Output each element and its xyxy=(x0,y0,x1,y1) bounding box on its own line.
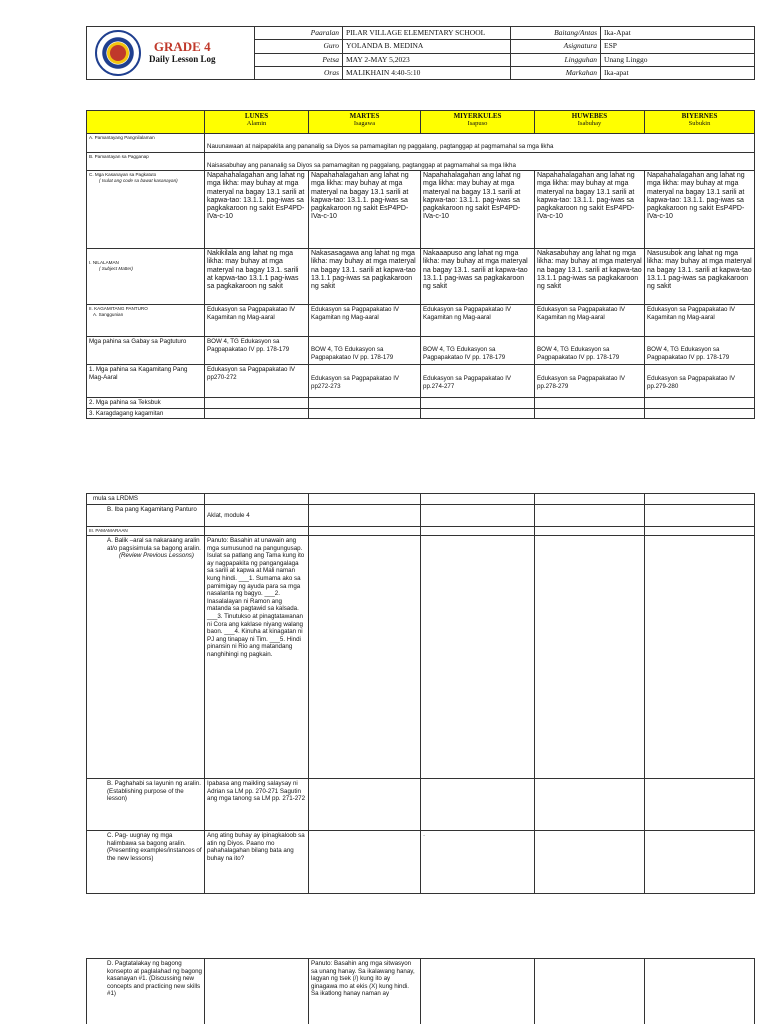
day-header-martes: MARTES Isagawa xyxy=(309,111,421,134)
school-label: Paaralan xyxy=(255,27,343,40)
learner-materials-lunes: Edukasyon sa Pagpapakatao IV pp270-272 xyxy=(205,365,309,398)
competency-huwebes: Napahahalagahan ang lahat ng mga likha: may buhay at mga materyal na bagay 13.1 sarili at kapwa-tao: 13.1.1. pag-iwas sa pagkakaroon ng sakit EsP4PD-IVa-c-10 xyxy=(535,171,645,249)
school-value: PILAR VILLAGE ELEMENTARY SCHOOL xyxy=(343,27,511,40)
grade-level-label: Baitang/Antas xyxy=(511,27,601,40)
content-standard-text: Nauunawaan at naipapakita ang pananalig sa Diyos sa pamamagitan ng paggalang, pagtanggap at pagmamahal sa mga likha xyxy=(205,134,755,153)
teacher-guide-martes: BOW 4, TG Edukasyon sa Pagpapakatao IV pp. 178-179 xyxy=(309,337,421,365)
teacher-guide-huwebes: BOW 4, TG Edukasyon sa Pagpapakatao IV pp. 178-179 xyxy=(535,337,645,365)
lesson-table-3 xyxy=(86,958,755,1024)
learner-materials-huwebes: Edukasyon sa Pagpapakatao IV pp.278-279 xyxy=(535,365,645,398)
other-materials-label: B. Iba pang Kagamitang Panturo xyxy=(87,505,205,527)
competency-miyerkules: Napahahalagahan ang lahat ng mga likha: may buhay at mga materyal na bagay 13.1 sarili at kapwa-tao: 13.1.1. pag-iwas sa pagkakaroon ng sakit EsP4PD-IVa-c-10 xyxy=(421,171,535,249)
materials-label: II. KAGAMITANG PANTURO A. Sanggunian xyxy=(87,305,205,337)
competency-martes: Napahahalagahan ang lahat ng mga likha: may buhay at mga materyal na bagay 13.1 sarili at kapwa-tao: 13.1.1. pag-iwas sa pagkakaroon ng sakit EsP4PD-IVa-c-10 xyxy=(309,171,421,249)
content-huwebes: Nakasabuhay ang lahat ng mga likha: may buhay at mga materyal na bagay 13.1. sarili at kapwa-tao 13.1.1 pag-iwas sa pagkakaroon ng sakit xyxy=(535,249,645,305)
procedures-label: III. PAMAMARAAN xyxy=(87,527,205,536)
lesson-header xyxy=(86,26,755,80)
subject-value: ESP xyxy=(601,40,755,53)
time-label: Oras xyxy=(255,66,343,79)
discussion-label: D. Pagtatalakay ng bagong konsepto at paglalahad ng bagong kasanayan #1. (Discussing new concepts and practicing new skills #1) xyxy=(87,959,205,1024)
corner-cell xyxy=(87,111,205,134)
materials-lunes: Edukasyon sa Pagpapakatao IV Kagamitan ng Mag-aaral xyxy=(205,305,309,337)
learner-materials-biyernes: Edukasyon sa Pagpapakatao IV pp.279-280 xyxy=(645,365,755,398)
day-header-miyerkules: MIYERKULES Isapuso xyxy=(421,111,535,134)
content-standard-label: A. Pamantayang Pangnilalaman xyxy=(87,134,205,153)
competency-label: C. Mga Kasanayan sa Pagkatuto ( Isulat ang code sa bawat kasanayan) xyxy=(87,171,205,249)
examples-miyerkules: · xyxy=(421,831,535,894)
discussion-martes: Panuto: Basahin ang mga sitwasyon sa unang hanay. Sa ikalawang hanay, lagyan ng tsek (/) kung ito ay ginagawa mo at ekis (X) kung hindi. Sa ikatlong hanay naman ay xyxy=(309,959,421,1024)
subject-label: Asignatura xyxy=(511,40,601,53)
lesson-table-1 xyxy=(86,110,755,419)
day-header-huwebes: HUWEBES Isabuhay xyxy=(535,111,645,134)
purpose-lunes: Ipabasa ang maikling salaysay ni Adrian sa LM pp. 270-271 Sagutin ang mga tanong sa LM pp. 271-272 xyxy=(205,779,309,831)
competency-lunes: Napahahalagahan ang lahat ng mga likha: may buhay at mga materyal na bagay 13.1 sarili at kapwa-tao: 13.1.1. pag-iwas sa pagkakaroon ng sakit EsP4PD-IVa-c-10 xyxy=(205,171,309,249)
quarter-value: Ika-apat xyxy=(601,66,755,79)
competency-biyernes: Napahahalagahan ang lahat ng mga likha: may buhay at mga materyal na bagay 13.1 sarili at kapwa-tao: 13.1.1. pag-iwas sa pagkakaroon ng sakit EsP4PD-IVa-c-10 xyxy=(645,171,755,249)
review-label: A. Balik –aral sa nakaraang aralin at/o pagsisimula sa bagong aralin. (Review Previous Lessons) xyxy=(87,536,205,779)
log-title: Daily Lesson Log xyxy=(149,54,216,64)
content-miyerkules: Nakaaapuso ang lahat ng mga likha: may buhay at mga materyal na bagay 13.1. sarili at kapwa-tao 13.1.1 pag-iwas sa pagkakaroon ng sakit xyxy=(421,249,535,305)
examples-lunes: Ang ating buhay ay ipinagkaloob sa atin ng Diyos. Paano mo pahahalagahan bilang bata ang buhay na ito? xyxy=(205,831,309,894)
teacher-label: Guro xyxy=(255,40,343,53)
teacher-guide-label: Mga pahina sa Gabay sa Pagtuturo xyxy=(87,337,205,365)
materials-martes: Edukasyon sa Pagpapakatao IV Kagamitan ng Mag-aaral xyxy=(309,305,421,337)
content-biyernes: Nasusubok ang lahat ng mga likha: may buhay at mga materyal na bagay 13.1. sarili at kapwa-tao 13.1.1 pag-iwas sa pagkakaroon ng sakit xyxy=(645,249,755,305)
textbook-label: 2. Mga pahina sa Teksbuk xyxy=(87,398,205,409)
content-lunes: Nakikilala ang lahat ng mga likha: may buhay at mga materyal na bagay 13.1. sarili at kapwa-tao 13.1.1 pag-iwas sa pagkakaroon ng sakit xyxy=(205,249,309,305)
teacher-value: YOLANDA B. MEDINA xyxy=(343,40,511,53)
quarter-label: Markahan xyxy=(511,66,601,79)
purpose-label: B. Paghahabi sa layunin ng aralin. (Establishing purpose of the lesson) xyxy=(87,779,205,831)
learner-materials-miyerkules: Edukasyon sa Pagpapakatao IV pp.274-277 xyxy=(421,365,535,398)
other-materials-lunes: Aklat, module 4 xyxy=(205,505,309,527)
materials-biyernes: Edukasyon sa Pagpapakatao IV Kagamitan ng Mag-aaral xyxy=(645,305,755,337)
teacher-guide-biyernes: BOW 4, TG Edukasyon sa Pagpapakatao IV pp. 178-179 xyxy=(645,337,755,365)
materials-huwebes: Edukasyon sa Pagpapakatao IV Kagamitan ng Mag-aaral xyxy=(535,305,645,337)
week-value: Unang Linggo xyxy=(601,53,755,66)
teacher-guide-lunes: BOW 4, TG Edukasyon sa Pagpapakatao IV pp. 178-179 xyxy=(205,337,309,365)
header-logo-cell xyxy=(87,27,255,80)
deped-seal-icon xyxy=(95,30,141,76)
teacher-guide-miyerkules: BOW 4, TG Edukasyon sa Pagpapakatao IV pp. 178-179 xyxy=(421,337,535,365)
review-lunes: Panuto: Basahin at unawain ang mga sumusunod na pangungusap. Isulat sa patlang ang Tama kung ito ay nagpapakita ng pangangalaga sa sarili at kapwa at Mali naman kung hindi. ___1. Sumama ako sa pamimigay ng ayuda para sa mga nasalanta ng bagyo. ___2. Inasalalayan ni Ramon ang matanda sa pagtawid sa kalsada. ___3. Tinutukso at pinagtatawanan ni Cora ang kaklase niyang walang baon. ___4. Kinuha at kinagatan ni PJ ang tinapay ni Tim. ___5. Hindi pinansin ni Rio ang matandang nanghihingi ng pagkain. xyxy=(205,536,309,779)
performance-standard-text: Naisasabuhay ang pananalig sa Diyos sa pamamagitan ng paggalang, pagtanggap at pagmamahal sa mga likha xyxy=(205,152,755,171)
materials-miyerkules: Edukasyon sa Pagpapakatao IV Kagamitan ng Mag-aaral xyxy=(421,305,535,337)
examples-label: C. Pag- uugnay ng mga halimbawa sa bagong aralin. (Presenting examples/instances of the new lessons) xyxy=(87,831,205,894)
content-label: I. NILALAMAN ( Subject Matter) xyxy=(87,249,205,305)
grade-title: GRADE 4 xyxy=(153,39,211,54)
learner-materials-label: 1. Mga pahina sa Kagamitang Pang Mag-Aaral xyxy=(87,365,205,398)
lesson-table-2 xyxy=(86,493,755,894)
lrdms-label: mula sa LRDMS xyxy=(87,494,205,505)
content-martes: Nakasasagawa ang lahat ng mga likha: may buhay at mga materyal na bagay 13.1. sarili at kapwa-tao 13.1.1 pag-iwas sa pagkakaroon ng sakit xyxy=(309,249,421,305)
day-header-lunes: LUNES Alamin xyxy=(205,111,309,134)
performance-standard-label: B. Pamantayan sa Pagganap xyxy=(87,152,205,171)
grade-level-value: Ika-Apat xyxy=(601,27,755,40)
date-value: MAY 2-MAY 5,2023 xyxy=(343,53,511,66)
week-label: Lingguhan xyxy=(511,53,601,66)
date-label: Petsa xyxy=(255,53,343,66)
additional-materials-label: 3. Karagdagang kagamitan xyxy=(87,408,205,419)
time-value: MALIKHAIN 4:40-5:10 xyxy=(343,66,511,79)
learner-materials-martes: Edukasyon sa Pagpapakatao IV pp272-273 xyxy=(309,365,421,398)
day-header-biyernes: BIYERNES Subukin xyxy=(645,111,755,134)
